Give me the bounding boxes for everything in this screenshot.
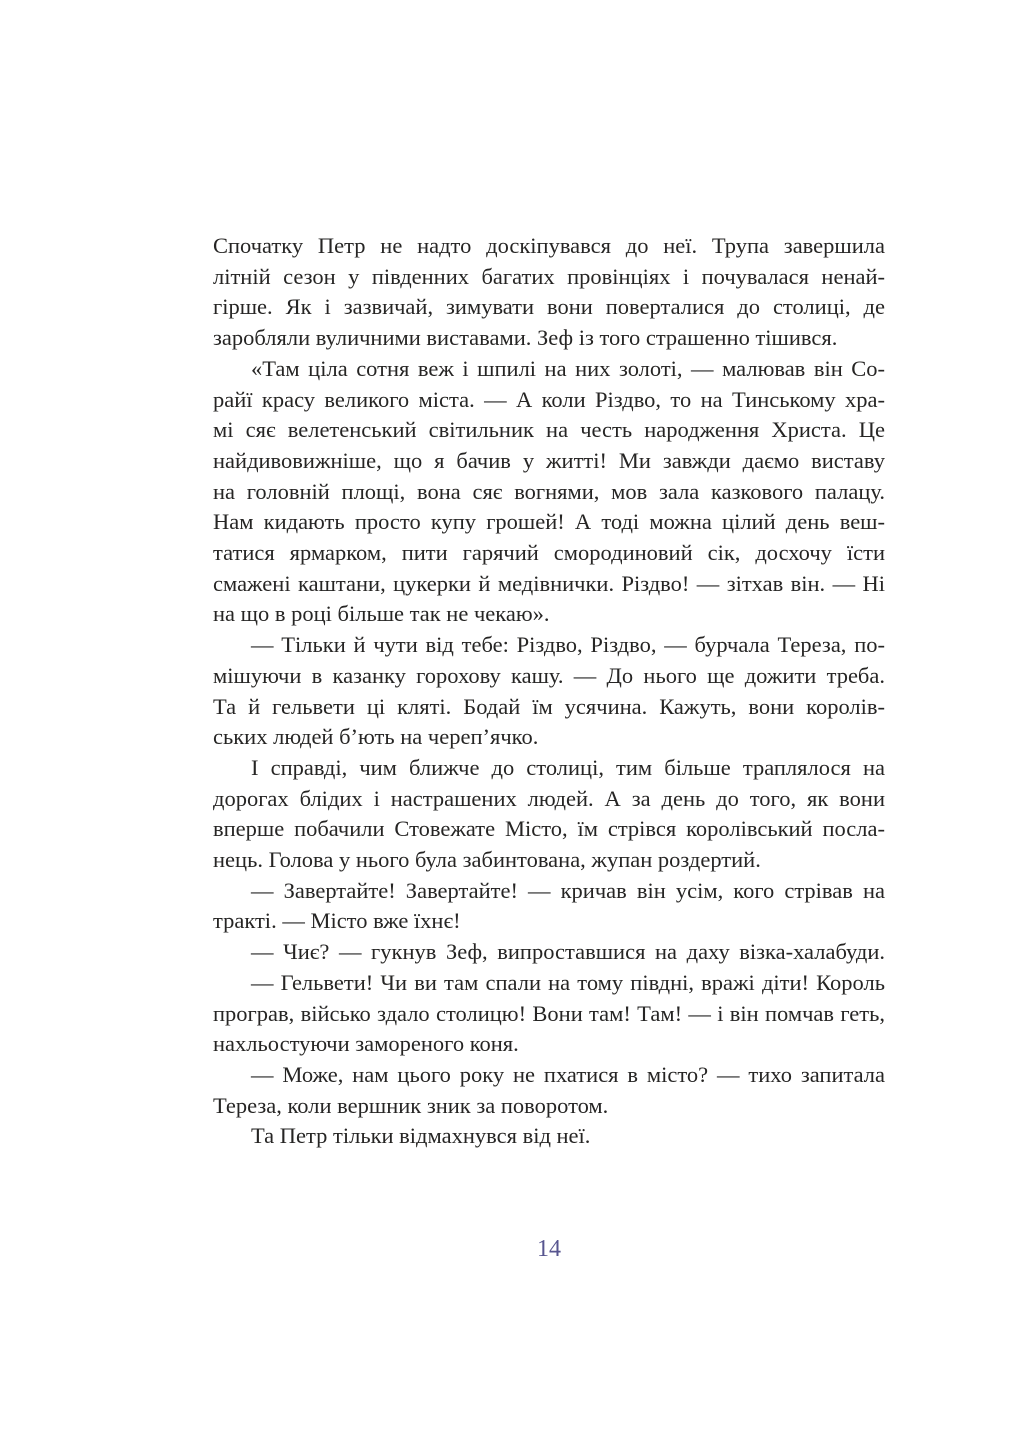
text-line: на головній площі, вона сяє вогнями, мов зала казкового палацу.	[213, 478, 885, 504]
text-line: — Завертайте! Завертайте! — кричав він усім, кого стрівав на	[251, 877, 885, 903]
text-line: нахльостуючи замореного коня.	[213, 1031, 519, 1057]
text-line: ських людей б’ють на череп’ячко.	[213, 724, 539, 750]
text-line: заробляли вуличними виставами. Зеф із того страшенно тішився.	[213, 325, 838, 351]
text-line: Нам кидають просто купу грошей! А тоді можна цілий день веш-	[213, 509, 885, 535]
text-line: нець. Голова у нього була забинтована, жупан роздертий.	[213, 847, 761, 873]
text-line: татися ярмарком, пити гарячий смородиновий сік, досхочу їсти	[213, 540, 885, 566]
text-line: мі сяє велетенський світильник на честь народження Христа. Це	[213, 417, 885, 443]
paragraph	[213, 1060, 885, 1121]
paragraph	[213, 968, 885, 1060]
paragraph	[213, 1121, 885, 1152]
text-line: І справді, чим ближче до столиці, тим більше траплялося на	[251, 754, 885, 780]
text-line: — Гельвети! Чи ви там спали на тому півдні, вражі діти! Король	[251, 969, 885, 995]
text-line: гірше. Як і зазвичай, зимувати вони поверталися до столиці, де	[213, 294, 885, 320]
paragraph	[213, 876, 885, 937]
paragraph	[213, 753, 885, 876]
text-line: дорогах блідих і настрашених людей. А за день до того, як вони	[213, 785, 885, 811]
page-number: 14	[537, 1236, 561, 1262]
text-line: літній сезон у південних багатих провінціях і почувалася ненай-	[213, 263, 885, 289]
text-line: Та й гельвети ці кляті. Бодай їм усячина. Кажуть, вони королів-	[213, 693, 885, 719]
text-line: програв, військо здало столицю! Вони там! Там! — і він помчав геть,	[213, 1000, 885, 1026]
paragraph	[213, 937, 885, 968]
text-line: найдивовижніше, що я бачив у житті! Ми завжди даємо виставу	[213, 447, 885, 473]
text-line: вперше побачили Стовежате Місто, їм стрівся королівський посла-	[213, 816, 885, 842]
text-line: тракті. — Місто вже їхнє!	[213, 908, 461, 934]
paragraph	[213, 354, 885, 630]
text-line: смажені каштани, цукерки й медівнички. Різдво! — зітхав він. — Ні	[213, 570, 885, 596]
text-line: на що в році більше так не чекаю».	[213, 601, 550, 627]
text-line: мішуючи в казанку горохову кашу. — До нього ще дожити треба.	[213, 662, 885, 688]
text-line: — Може, нам цього року не пхатися в місто? — тихо запитала	[251, 1061, 885, 1087]
paragraph	[213, 231, 885, 354]
text-line: — Тільки й чути від тебе: Різдво, Різдво, — бурчала Тереза, по-	[251, 632, 885, 658]
text-block	[213, 231, 885, 1152]
paragraph	[213, 630, 885, 753]
text-line: райї красу великого міста. — А коли Різдво, то на Тинському хра-	[213, 386, 885, 412]
text-line: «Там ціла сотня веж і шпилі на них золоті, — малював він Со-	[251, 355, 885, 381]
text-line: Та Петр тільки відмахнувся від неї.	[251, 1123, 591, 1149]
text-line: — Чиє? — гукнув Зеф, випроставшися на даху візка-халабуди.	[251, 939, 885, 965]
text-line: Спочатку Петр не надто доскіпувався до неї. Трупа завершила	[213, 233, 885, 258]
text-line: Тереза, коли вершник зник за поворотом.	[213, 1092, 609, 1118]
